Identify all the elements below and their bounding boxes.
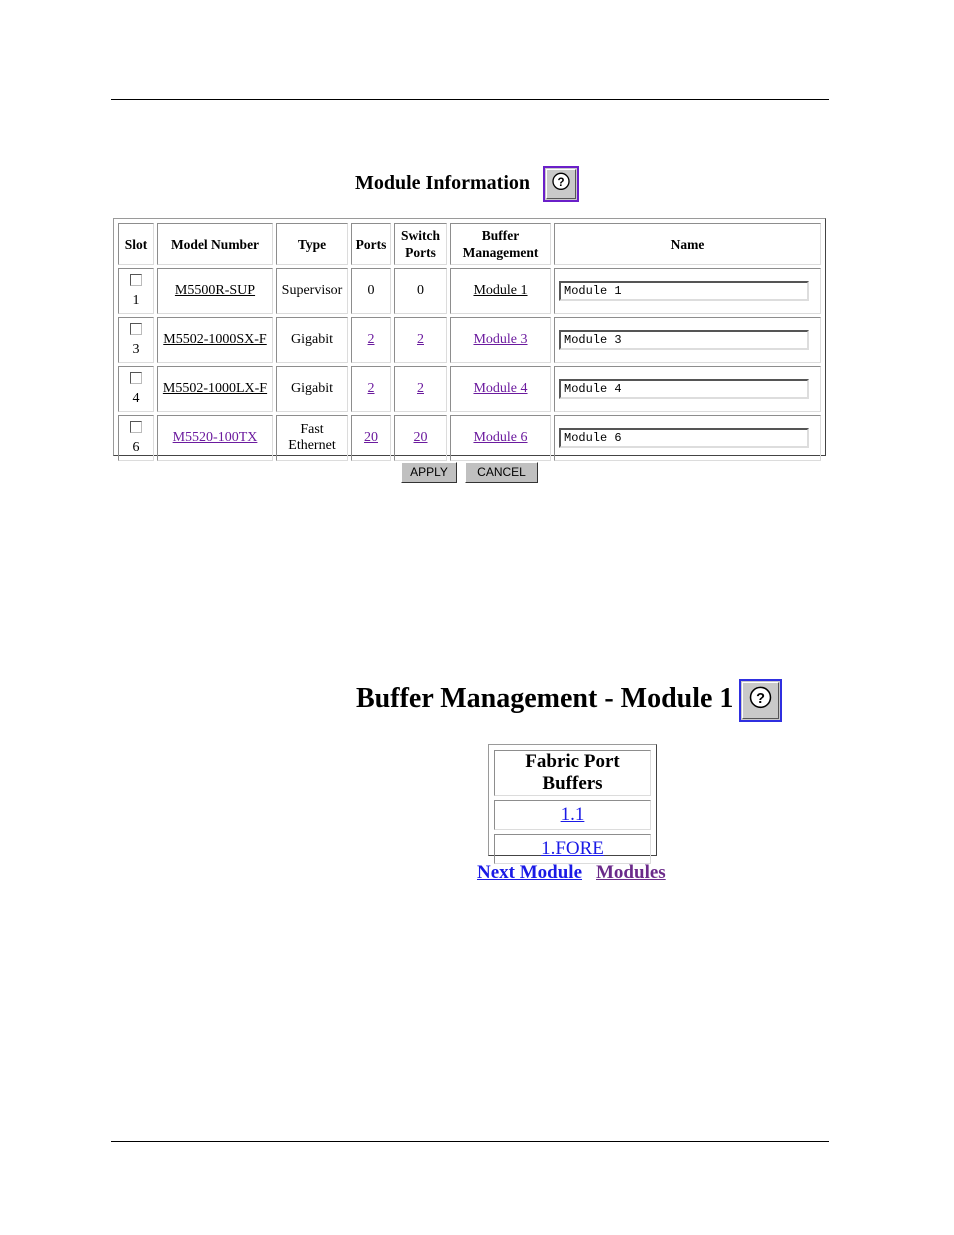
name-input[interactable]: Module 1 xyxy=(559,281,809,301)
slot-checkbox[interactable] xyxy=(130,372,142,384)
ports-cell xyxy=(351,366,391,412)
buffer-cell xyxy=(450,317,551,363)
slot-cell xyxy=(118,366,154,412)
table-row xyxy=(494,800,651,830)
switch-ports-link[interactable]: 2 xyxy=(417,381,424,396)
table-header-row xyxy=(118,223,821,265)
slot-cell xyxy=(118,268,154,314)
module-information-title: Module Information xyxy=(355,172,530,194)
col-buffer-management: Buffer Management xyxy=(450,223,551,265)
port-buffer-link[interactable]: 1.1 xyxy=(560,804,585,825)
switch-ports-cell xyxy=(394,366,447,412)
table-row xyxy=(118,268,821,314)
buffer-cell xyxy=(450,415,551,461)
slot-checkbox[interactable] xyxy=(130,421,142,433)
model-cell xyxy=(157,317,273,363)
type-cell: Gigabit xyxy=(276,366,348,412)
type-cell: Supervisor xyxy=(276,268,348,314)
modules-link[interactable]: Modules xyxy=(596,862,666,883)
table-row xyxy=(118,317,821,363)
name-input[interactable]: Module 4 xyxy=(559,379,809,399)
ports-link[interactable]: 2 xyxy=(367,381,375,396)
fabric-port-buffers-table xyxy=(488,744,657,859)
buffer-link[interactable]: Module 1 xyxy=(473,283,528,298)
buffer-link[interactable]: Module 3 xyxy=(473,332,528,347)
switch-ports-link[interactable]: 20 xyxy=(413,430,428,445)
port-buffer-link[interactable]: 1.FORE xyxy=(541,838,604,859)
slot-number: 4 xyxy=(132,390,140,406)
model-link[interactable]: M5500R-SUP xyxy=(174,283,256,298)
svg-text:?: ? xyxy=(756,690,765,707)
bottom-rule xyxy=(111,1141,829,1142)
table-row xyxy=(118,366,821,412)
name-cell xyxy=(554,268,821,314)
apply-button[interactable]: APPLY xyxy=(401,462,457,483)
type-cell: Fast Ethernet xyxy=(276,415,348,461)
col-name: Name xyxy=(554,223,821,265)
buffer-cell xyxy=(450,366,551,412)
svg-text:?: ? xyxy=(557,176,565,189)
col-slot: Slot xyxy=(118,223,154,265)
name-cell xyxy=(554,366,821,412)
ports-link[interactable]: 20 xyxy=(364,430,378,445)
buffer-link[interactable]: Module 4 xyxy=(473,381,528,396)
model-cell xyxy=(157,366,273,412)
switch-ports-cell: 0 xyxy=(394,268,447,314)
top-rule xyxy=(111,99,829,100)
model-link[interactable]: M5502-1000SX-F xyxy=(163,332,267,347)
slot-number: 1 xyxy=(132,292,140,308)
ports-link[interactable]: 2 xyxy=(367,332,375,347)
help-icon[interactable] xyxy=(543,166,579,202)
slot-cell xyxy=(118,415,154,461)
slot-number: 3 xyxy=(132,341,140,357)
name-input[interactable]: Module 6 xyxy=(559,428,809,448)
switch-ports-link[interactable]: 2 xyxy=(417,332,424,347)
fabric-port-buffers-header: Fabric Port Buffers xyxy=(494,750,651,796)
model-link[interactable]: M5520-100TX xyxy=(172,430,258,445)
ports-cell xyxy=(351,317,391,363)
switch-ports-cell xyxy=(394,415,447,461)
table-row xyxy=(494,834,651,864)
module-table xyxy=(113,218,826,456)
buffer-management-title: Buffer Management - Module 1 xyxy=(356,683,734,714)
name-cell xyxy=(554,317,821,363)
model-link[interactable]: M5502-1000LX-F xyxy=(162,381,268,396)
help-icon[interactable] xyxy=(739,679,782,722)
next-module-link[interactable]: Next Module xyxy=(477,862,583,883)
col-type: Type xyxy=(276,223,348,265)
name-input[interactable]: Module 3 xyxy=(559,330,809,350)
ports-cell: 0 xyxy=(351,268,391,314)
slot-number: 6 xyxy=(132,439,140,455)
slot-cell xyxy=(118,317,154,363)
table-row xyxy=(118,415,821,461)
col-model-number: Model Number xyxy=(157,223,273,265)
buffer-cell xyxy=(450,268,551,314)
col-switch-ports: Switch Ports xyxy=(394,223,447,265)
model-cell xyxy=(157,268,273,314)
switch-ports-cell xyxy=(394,317,447,363)
ports-cell xyxy=(351,415,391,461)
buffer-link[interactable]: Module 6 xyxy=(473,430,528,445)
slot-checkbox[interactable] xyxy=(130,323,142,335)
model-cell xyxy=(157,415,273,461)
type-cell: Gigabit xyxy=(276,317,348,363)
name-cell xyxy=(554,415,821,461)
col-ports: Ports xyxy=(351,223,391,265)
slot-checkbox[interactable] xyxy=(130,274,142,286)
cancel-button[interactable]: CANCEL xyxy=(465,462,538,483)
